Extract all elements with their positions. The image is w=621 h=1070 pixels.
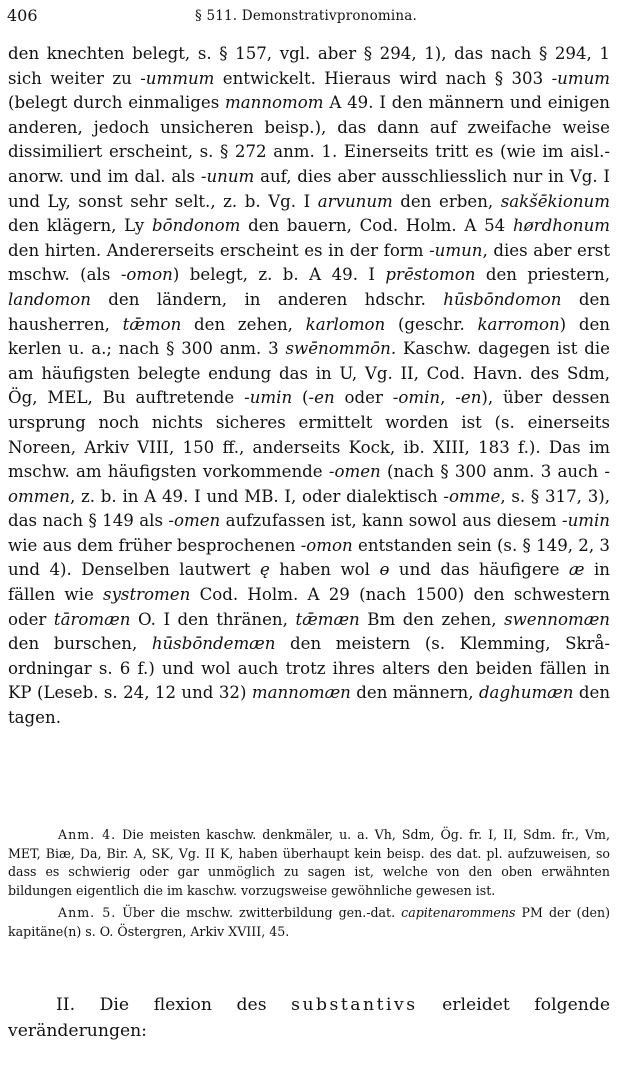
italic-term: swēnommōn.: [285, 339, 397, 359]
italic-term: hūsbōndemæn: [151, 634, 276, 654]
italic-term: karromon: [477, 314, 560, 334]
running-head: [7, 6, 609, 28]
section-text: Die flexion des: [99, 995, 292, 1015]
text-run: den hausherren,: [8, 289, 611, 334]
text-run: , z. b. in A 49. I und MB. I, oder dialektisch: [69, 486, 444, 506]
section-spaced-word: substantivs: [291, 995, 418, 1015]
italic-term: tǣmæn: [295, 609, 360, 629]
section-text: erleidet folgende veränderungen:: [8, 995, 610, 1041]
text-run: entwickelt. Hieraus wird nach § 303: [214, 68, 552, 88]
text-run: den knechten belegt, s. § 157, vgl. aber § 294, 1), das nach § 294, 1 sich weiter zu: [8, 44, 610, 88]
italic-term: -umun: [429, 240, 483, 260]
note-text: Über die mschw. zwitterbildung gen.-dat.: [122, 905, 402, 920]
italic-term: tāromæn: [53, 609, 131, 629]
text-run: den erben,: [392, 191, 501, 211]
italic-term: sakšēkionum: [500, 191, 610, 211]
italic-term: -omin: [392, 388, 441, 408]
italic-term: -umin: [561, 511, 610, 531]
text-run: Cod. Holm. A 29 (nach 1500) den schwestern oder: [8, 585, 610, 629]
text-run: den klägern, Ly: [8, 216, 153, 236]
italic-term: tǣmon: [122, 314, 182, 334]
italic-term: -omen: [168, 511, 221, 531]
text-run: A 49. I den männern und einigen anderen, jedoch unsicheren beisp.), das dann auf zweifache weise dissimiliert erscheint, s. § 272 anm. 1. Einerseits tritt es (wie im aisl.-anorw. und im dal. als: [8, 93, 610, 186]
section-ii: [8, 992, 610, 1044]
italic-term: -omme: [443, 486, 501, 506]
main-text: [8, 42, 610, 731]
text-run: O. I den thränen,: [130, 609, 296, 629]
text-run: Bm den zehen,: [359, 609, 505, 629]
note-text: PM der (den) kapitäne(n) s. O. Östergren, Arkiv XVIII, 45.: [8, 905, 610, 939]
italic-term: prēstomon: [385, 265, 476, 285]
text-run: den zehen,: [181, 314, 306, 334]
text-run: in fällen wie: [8, 560, 610, 605]
text-run: (: [292, 388, 309, 408]
italic-term: hørdhonum: [512, 216, 610, 236]
italic-term: -omon: [300, 535, 353, 555]
text-run: entstanden sein (s. § 149, 2, 3 und 4). Denselben lautwert: [8, 535, 610, 580]
italic-term: ɵ: [379, 560, 390, 580]
text-run: Kaschw. dagegen ist die am häufigsten belegte endung das in U, Vg. II, Cod. Havn. des Sdm, Ög, MEL, Bu auftretende: [8, 339, 610, 408]
italic-term: -en: [308, 388, 335, 408]
italic-term: -ummum: [140, 68, 215, 88]
text-run: ) den kerlen u. a.; nach § 300 anm. 3: [8, 314, 610, 359]
italic-term: arvunum: [317, 191, 393, 211]
text-run: (nach § 300 anm. 3 auch: [380, 462, 605, 482]
text-run: den männern,: [350, 683, 479, 703]
text-run: auf, dies aber ausschliesslich nur in Vg. I und Ly, sonst sehr selt., z. b. Vg. I: [8, 166, 610, 211]
text-run: ,: [440, 388, 456, 408]
italic-term: mannomæn: [251, 683, 351, 703]
section-paragraph: [8, 992, 610, 1044]
page-number: 406: [7, 6, 38, 25]
text-run: den priestern,: [475, 265, 610, 285]
italic-term: mannomom: [225, 93, 324, 113]
text-run: den bauern, Cod. Holm. A 54: [240, 216, 513, 236]
italic-term: ę: [259, 560, 270, 580]
italic-term: -umum: [551, 68, 611, 88]
italic-term: -omen: [328, 462, 381, 482]
text-run: oder: [334, 388, 393, 408]
running-title: § 511. Demonstrativpronomina.: [195, 8, 418, 24]
text-run: den burschen,: [8, 634, 152, 654]
note-italic-term: capitenarommens: [401, 905, 516, 920]
text-run: den hirten. Andererseits erscheint es in der form: [8, 240, 430, 260]
text-run: den meistern (s. Klemming, Skrå-ordningar s. 6 f.) und wol auch trotz ihres alters den beiden fällen in KP (Leseb. s. 24, 12 und 32): [8, 634, 610, 703]
text-run: ) belegt, z. b. A 49. I: [172, 265, 386, 285]
italic-term: karlomon: [305, 314, 386, 334]
italic-term: systromen: [103, 585, 191, 605]
text-run: wie aus dem früher besprochenen: [8, 535, 301, 555]
text-run: , dies aber erst mschw. (als: [8, 240, 610, 285]
italic-term: -unum: [200, 166, 255, 186]
note-text: Die meisten kaschw. denkmäler, u. a. Vh, Sdm, Ög. fr. I, II, Sdm. fr., Vm, MET, Biæ, Da, Bir. A, SK, Vg. II K, haben überhaupt kein beisp. des dat. pl. aufzuweisen, so dass es schwierig oder gar unmöglich zu sagen ist, welche von den oben erwähnten bildungen eigentlich die im kaschw. vorzugsweise gewöhnliche gewesen ist.: [8, 827, 610, 898]
note-label: Anm. 4.: [58, 827, 117, 842]
italic-term: æ: [568, 560, 585, 580]
text-run: , s. § 317, 3), das nach § 149 als: [8, 486, 610, 531]
text-run: den tagen.: [8, 683, 611, 728]
text-run: (geschr.: [385, 314, 478, 334]
italic-term: -ommen: [8, 462, 610, 506]
italic-term: -en: [455, 388, 482, 408]
italic-term: swennomæn: [504, 609, 610, 629]
italic-term: hūsbōndomon: [443, 289, 562, 309]
footnotes: [8, 826, 610, 941]
italic-term: bōndonom: [152, 216, 241, 236]
text-run: ), über dessen ursprung noch nichts sicheres ermittelt worden ist (s. einerseits Noreen, Arkiv VIII, 150 ff., anderseits Kock, ib. XIII, 183 f.). Das im mschw. am häufigsten vorkommende: [8, 388, 610, 482]
italic-term: -umin: [244, 388, 293, 408]
note-label: Anm. 5.: [58, 905, 117, 920]
note-anm-5: [8, 904, 610, 941]
text-run: den ländern, in anderen hdschr.: [90, 289, 444, 309]
italic-term: -omon: [120, 265, 173, 285]
main-paragraph: [8, 42, 610, 731]
text-run: haben wol: [269, 560, 380, 580]
text-run: und das häufigere: [389, 560, 569, 580]
section-numeral: II.: [56, 995, 76, 1015]
note-anm-4: [8, 826, 610, 900]
text-run: (belegt durch einmaliges: [8, 93, 226, 113]
italic-term: daghumæn: [478, 683, 574, 703]
text-run: aufzufassen ist, kann sowol aus diesem: [220, 511, 562, 531]
italic-term: landomon: [8, 289, 91, 309]
